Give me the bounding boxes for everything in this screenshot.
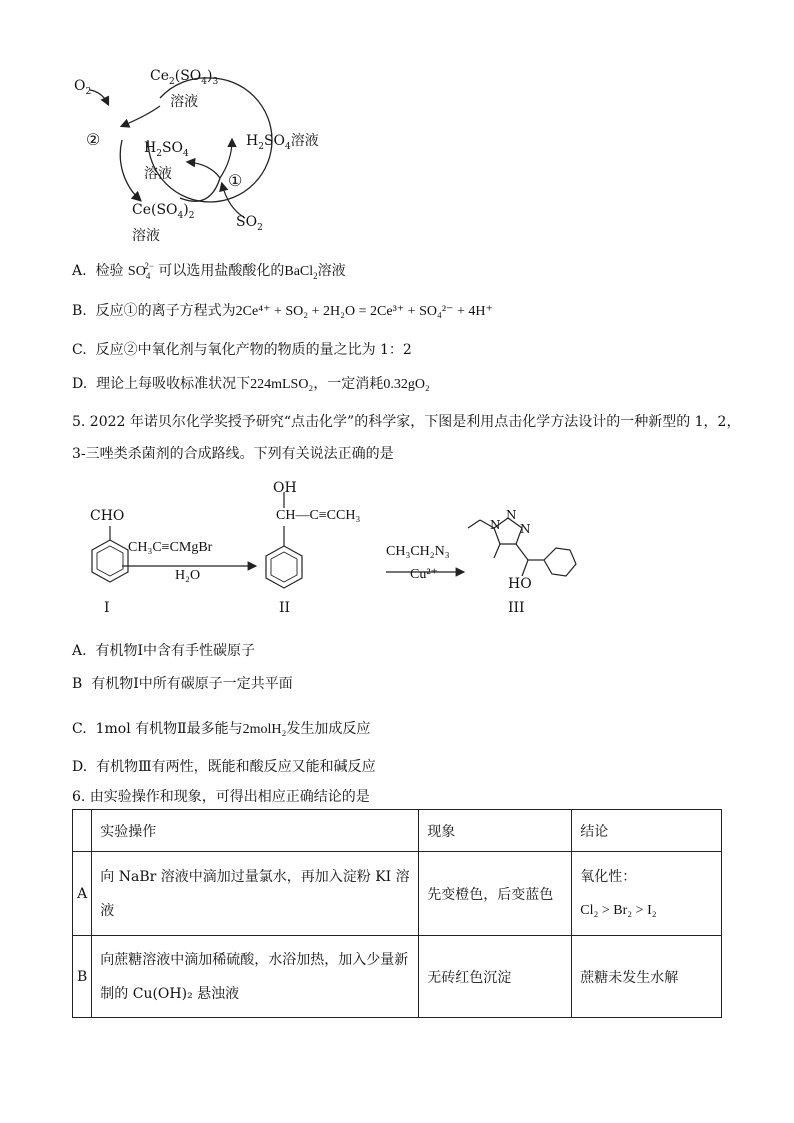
benzene-ring-3 bbox=[544, 548, 576, 576]
compound-i-label: I bbox=[104, 600, 110, 616]
reaction-2-marker: ② bbox=[86, 130, 101, 149]
h2so4-product-label: $H_2SO_4$溶液 bbox=[246, 133, 319, 152]
q4-option-c: C. 反应②中氧化剂与氧化产物的物质的量之比为 1：2 bbox=[72, 342, 412, 358]
table-row: A 向 NaBr 溶液中滴加过量氯水，再加入淀粉 KI 溶 液 先变橙色，后变蓝色 氧化性： Cl₂ > Br₂ > I₂ bbox=[73, 852, 722, 936]
compound-iii-label: III bbox=[508, 600, 525, 616]
table-row: B 向蔗糖溶液中滴加稀硫酸，水浴加热，加入少量新 制的 Cu(OH)₂ 悬浊液 无砖红色沉淀 蔗糖未发生水解 bbox=[73, 936, 722, 1018]
header-conclusion: 结论 bbox=[572, 810, 722, 852]
q5-option-d: D. 有机物Ⅲ有两性，既能和酸反应又能和碱反应 bbox=[72, 759, 376, 775]
h2so4-return-arrow bbox=[188, 162, 220, 178]
q5-option-c: C. 1mol 有机物Ⅱ最多能与2molH₂发生加成反应 bbox=[72, 721, 371, 737]
reagent-1: CH₃C≡CMgBr bbox=[128, 540, 213, 555]
q5-option-b: B 有机物Ⅰ中所有碳原子一定共平面 bbox=[72, 676, 293, 692]
reaction-1-marker: ① bbox=[228, 171, 243, 190]
triazole-n1: N bbox=[490, 518, 501, 532]
experiment-table bbox=[72, 809, 722, 1018]
ce2so43-label: $Ce_2(SO_4)_3$ 溶液 bbox=[150, 68, 219, 110]
o2-label: $O_2$ bbox=[74, 78, 92, 97]
oh-label: OH bbox=[273, 480, 297, 496]
reagent-1b: H₂O bbox=[175, 568, 201, 583]
q6-stem: 6. 由实验操作和现象，可得出相应正确结论的是 bbox=[72, 789, 370, 805]
alkyne-chain: CH—C≡CCH₃ bbox=[276, 508, 361, 523]
q5-stem-line1: 5. 2022 年诺贝尔化学奖授予研究“点击化学”的科学家，下图是利用点击化学方法设计的一种新型的 1，2， bbox=[72, 414, 741, 430]
reagent-2: CH₃CH₂N₃ bbox=[386, 544, 450, 559]
q4-option-b: B. 反应①的离子方程式为2Ce⁴⁺ + SO₂ + 2H₂O = 2Ce³⁺ + SO₄²⁻ + 4H⁺ bbox=[72, 303, 493, 319]
q4-option-d: D. 理论上每吸收标准状况下224mLSO₂，一定消耗0.32gO₂ bbox=[72, 376, 430, 392]
header-phenomenon: 现象 bbox=[419, 810, 572, 852]
cho-label: CHO bbox=[90, 508, 125, 524]
triazole-n3: N bbox=[520, 522, 531, 536]
q4-option-a: A. 检验 $SO_4^{2-}$ 可以选用盐酸酸化的BaCl$_2$溶液 bbox=[72, 261, 346, 281]
h2so4-mid-label: $H_2SO_4$ 溶液 bbox=[144, 140, 189, 182]
so2-label: $SO_2$ bbox=[236, 214, 263, 233]
reagent-2b: Cu²⁺ bbox=[410, 567, 438, 582]
triazole-n2: N bbox=[506, 508, 517, 522]
ceso42-label: $Ce(SO_4)_2$ 溶液 bbox=[132, 202, 195, 244]
compound-ii-label: II bbox=[279, 600, 291, 616]
table-header-row bbox=[73, 810, 722, 852]
header-operation: 实验操作 bbox=[92, 810, 419, 852]
q5-stem-line2: 3-三唑类杀菌剂的合成路线。下列有关说法正确的是 bbox=[72, 446, 394, 462]
q5-option-a: A. 有机物Ⅰ中含有手性碳原子 bbox=[72, 643, 255, 659]
ho-label: HO bbox=[508, 576, 532, 592]
o2-arrow bbox=[90, 90, 108, 104]
